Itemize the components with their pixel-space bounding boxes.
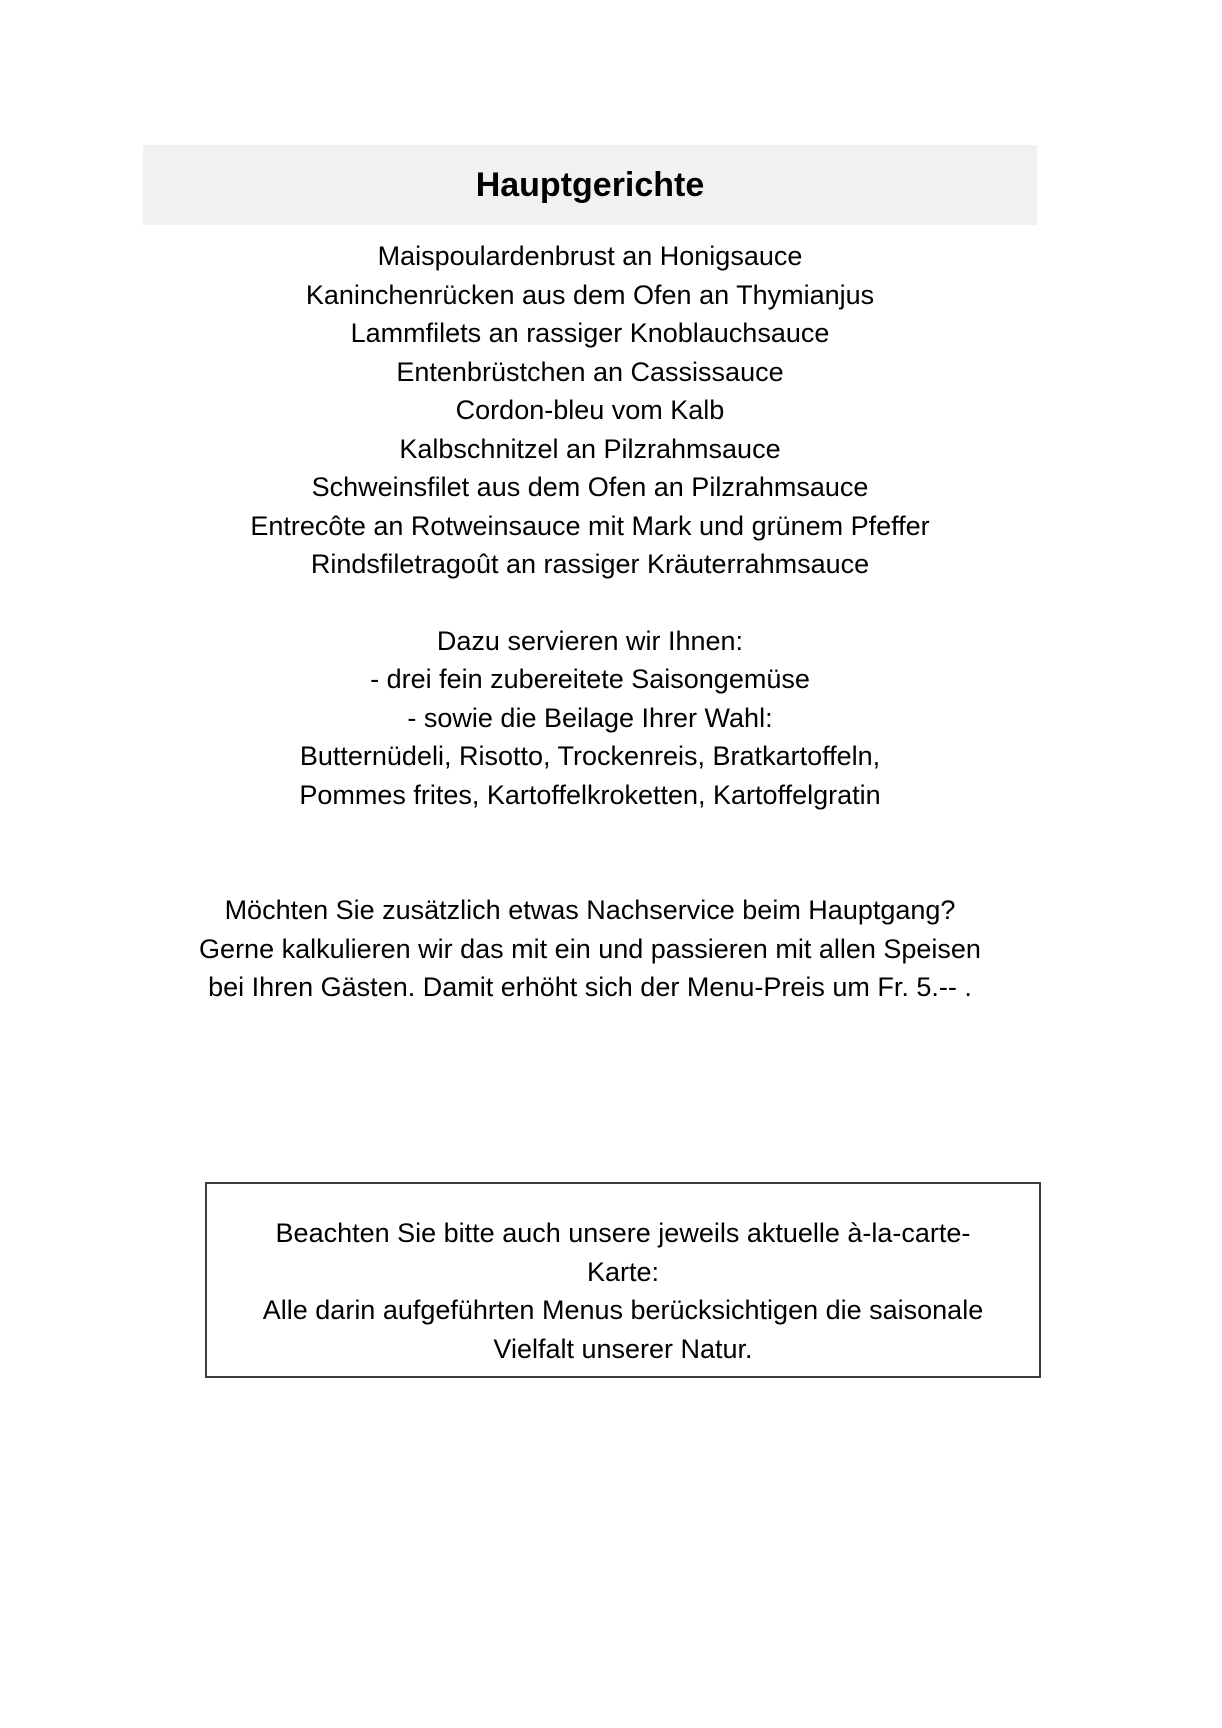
note-line: Gerne kalkulieren wir das mit ein und passieren mit allen Speisen: [199, 933, 981, 964]
sides-section: [143, 622, 1037, 815]
box-line: Beachten Sie bitte auch unsere jeweils aktuelle à-la-carte-: [275, 1218, 971, 1248]
main-course-list: [143, 237, 1037, 584]
sides-intro: Dazu servieren wir Ihnen:: [436, 625, 744, 656]
sides-line: Pommes frites, Kartoffelkroketten, Kartoffelgratin: [299, 779, 881, 810]
note-line: Möchten Sie zusätzlich etwas Nachservice beim Hauptgang?: [224, 895, 956, 925]
box-line: Vielfalt unserer Natur.: [493, 1333, 753, 1364]
a-la-carte-box: [205, 1182, 1041, 1378]
sides-line: Butternüdeli, Risotto, Trockenreis, Bratkartoffeln,: [299, 741, 881, 771]
dish-item: Kalbschnitzel an Pilzrahmsauce: [399, 433, 781, 464]
nachservice-note: [143, 891, 1037, 1007]
menu-content: [143, 237, 1037, 1007]
dish-item: Maispoulardenbrust an Honigsauce: [377, 241, 803, 271]
sides-line: - sowie die Beilage Ihrer Wahl:: [407, 702, 773, 733]
dish-item: Cordon-bleu vom Kalb: [455, 395, 725, 425]
sides-line: - drei fein zubereitete Saisongemüse: [370, 664, 810, 694]
dish-item: Entrecôte an Rotweinsauce mit Mark und grünem Pfeffer: [250, 510, 930, 541]
dish-item: Kaninchenrücken aus dem Ofen an Thymianjus: [305, 279, 875, 310]
box-line: Karte:: [586, 1256, 660, 1287]
dish-item: Schweinsfilet aus dem Ofen an Pilzrahmsauce: [311, 472, 869, 502]
dish-item: Lammfilets an rassiger Knoblauchsauce: [350, 318, 830, 348]
note-line: bei Ihren Gästen. Damit erhöht sich der Menu-Preis um Fr. 5.-- .: [208, 972, 972, 1002]
page-title: Hauptgerichte: [475, 165, 705, 204]
box-line: Alle darin aufgeführten Menus berücksichtigen die saisonale: [262, 1295, 984, 1325]
page-title-bar: [143, 145, 1037, 225]
dish-item: Rindsfiletragoût an rassiger Kräuterrahmsauce: [310, 549, 870, 579]
dish-item: Entenbrüstchen an Cassissauce: [396, 356, 784, 387]
